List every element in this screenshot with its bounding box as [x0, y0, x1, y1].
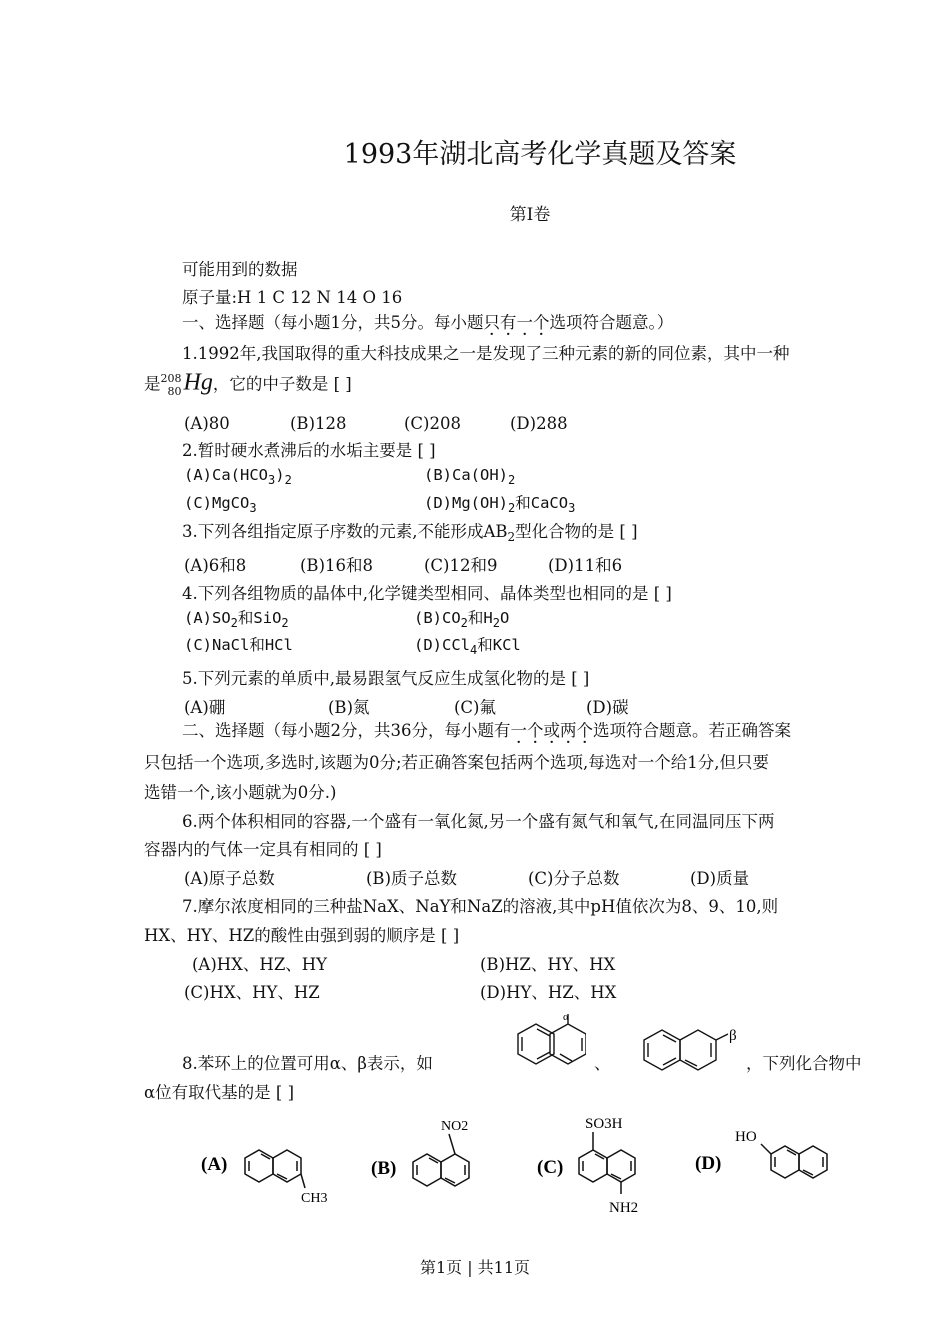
q1-option-d: (D)288 — [510, 414, 568, 433]
q1-option-c: (C)208 — [404, 414, 461, 433]
q6-stem-line-2: 容器内的气体一定具有相同的 [ ] — [144, 840, 382, 859]
q8-options-structures — [195, 1110, 855, 1220]
q6-option-a: (A)原子总数 — [184, 869, 275, 888]
q7-option-a: (A)HX、HZ、HY — [192, 955, 328, 974]
q5-option-c: (C)氟 — [454, 698, 496, 717]
q5-option-b: (B)氮 — [328, 698, 370, 717]
group-c-top-text: SO3H — [585, 1116, 623, 1132]
q8-label-a: (A) — [201, 1154, 228, 1175]
beta-label: β — [729, 1028, 737, 1044]
q5-option-d: (D)碳 — [586, 698, 629, 717]
group-a-text: CH3 — [301, 1191, 328, 1206]
naphthalene-beta-diagram — [640, 1022, 750, 1076]
q4-stem: 4.下列各组物质的晶体中,化学键类型相同、晶体类型也相同的是 [ ] — [182, 584, 672, 603]
q2-option-a: $(A)Ca(HCO_3)_2$ — [184, 466, 292, 487]
group-b-text: NO2 — [441, 1119, 469, 1134]
q7-option-d: (D)HY、HZ、HX — [480, 983, 617, 1002]
q7-option-b: (B)HZ、HY、HX — [480, 955, 616, 974]
q2-option-b: $(B)Ca(OH)_2$ — [424, 466, 516, 487]
q3-option-b: (B)16和8 — [300, 556, 373, 575]
q3-option-a: (A)6和8 — [184, 556, 247, 575]
naphthalene-alpha-diagram — [496, 1012, 586, 1076]
atomic-mass-line: 原子量:H 1 C 12 N 14 O 16 — [182, 288, 403, 307]
section-2-heading: 二、选择题（每小题2分，共36分，每小题有一个或两个选项符合题意。若正确答案 — [182, 721, 791, 740]
q3-stem: 3.下列各组指定原子序数的元素,不能形成$AB_2$型化合物的是 [ ] — [182, 522, 638, 544]
q7-option-c: (C)HX、HY、HZ — [184, 983, 320, 1002]
isotope-notation: 208 80 — [160, 372, 182, 398]
q2-stem: 2.暂时硬水煮沸后的水垢主要是 [ ] — [182, 441, 436, 460]
q4-option-a: $(A)SO_2$和SiO$_2$ — [184, 609, 289, 630]
q3-option-d: (D)11和6 — [548, 556, 623, 575]
q6-option-c: (C)分子总数 — [528, 869, 620, 888]
q8-label-b: (B) — [371, 1158, 397, 1179]
document-title: 1993年湖北高考化学真题及答案 — [343, 139, 737, 170]
q8-separator: 、 — [594, 1054, 611, 1073]
q2-option-c: (C)MgCO$_3$ — [184, 494, 257, 515]
q8-label-d: (D) — [695, 1153, 722, 1174]
q1-option-a: (A)80 — [184, 414, 230, 433]
section-2-line-3: 选错一个,该小题就为0分.) — [144, 783, 337, 802]
group-d-text: HO — [735, 1129, 757, 1145]
q1-stem-line-2: 是208 80Hg，它的中子数是 [ ] — [144, 369, 352, 398]
q6-stem-line-1: 6.两个体积相同的容器,一个盛有一氧化氮,另一个盛有氮气和氧气,在同温同压下两 — [182, 812, 775, 831]
structure-a — [245, 1150, 305, 1188]
group-c-bottom-text: NH2 — [609, 1200, 639, 1216]
intro-line-1: 可能用到的数据 — [182, 260, 298, 279]
q6-option-d: (D)质量 — [690, 869, 750, 888]
q4-option-d: (D)CCl$_4$和KCl — [414, 636, 521, 657]
alpha-label: α — [563, 1012, 569, 1023]
q4-option-b: $(B)CO_2$和$H_2O$ — [414, 609, 510, 630]
q8-stem-line-1-start: 8.苯环上的位置可用α、β表示，如 — [182, 1054, 433, 1073]
section-1-heading: 一、选择题（每小题1分，共5分。每小题只有一个选项符合题意。） — [182, 313, 674, 332]
page-footer: 第1页 | 共11页 — [419, 1258, 531, 1277]
q5-stem: 5.下列元素的单质中,最易跟氢气反应生成氢化物的是 [ ] — [182, 669, 590, 688]
q8-stem-line-2: α位有取代基的是 [ ] — [144, 1083, 295, 1102]
structure-b — [413, 1134, 469, 1186]
q4-option-c: (C)NaCl和HCl — [184, 636, 293, 654]
q7-stem-line-2: HX、HY、HZ的酸性由强到弱的顺序是 [ ] — [144, 926, 460, 945]
q7-stem-line-1: 7.摩尔浓度相同的三种盐NaX、NaY和NaZ的溶液,其中pH值依次为8、9、10,则 — [182, 897, 779, 916]
volume-heading: 第Ⅰ卷 — [509, 205, 551, 225]
q2-option-d: $(D)Mg(OH)_2$和CaCO$_3$ — [424, 494, 576, 515]
structure-d — [761, 1144, 827, 1178]
q3-option-c: (C)12和9 — [424, 556, 498, 575]
q1-stem-line-1: 1.1992年,我国取得的重大科技成果之一是发现了三种元素的新的同位素，其中一种 — [182, 344, 790, 363]
q8-stem-line-1-end: ，下列化合物中 — [746, 1054, 862, 1073]
structure-c — [579, 1132, 635, 1194]
q1-option-b: (B)128 — [290, 414, 347, 433]
q6-option-b: (B)质子总数 — [366, 869, 457, 888]
q8-label-c: (C) — [537, 1157, 564, 1178]
q5-option-a: (A)硼 — [184, 698, 226, 717]
section-2-line-2: 只包括一个选项,多选时,该题为0分;若正确答案包括两个选项,每选对一个给1分,但只要 — [144, 753, 770, 772]
